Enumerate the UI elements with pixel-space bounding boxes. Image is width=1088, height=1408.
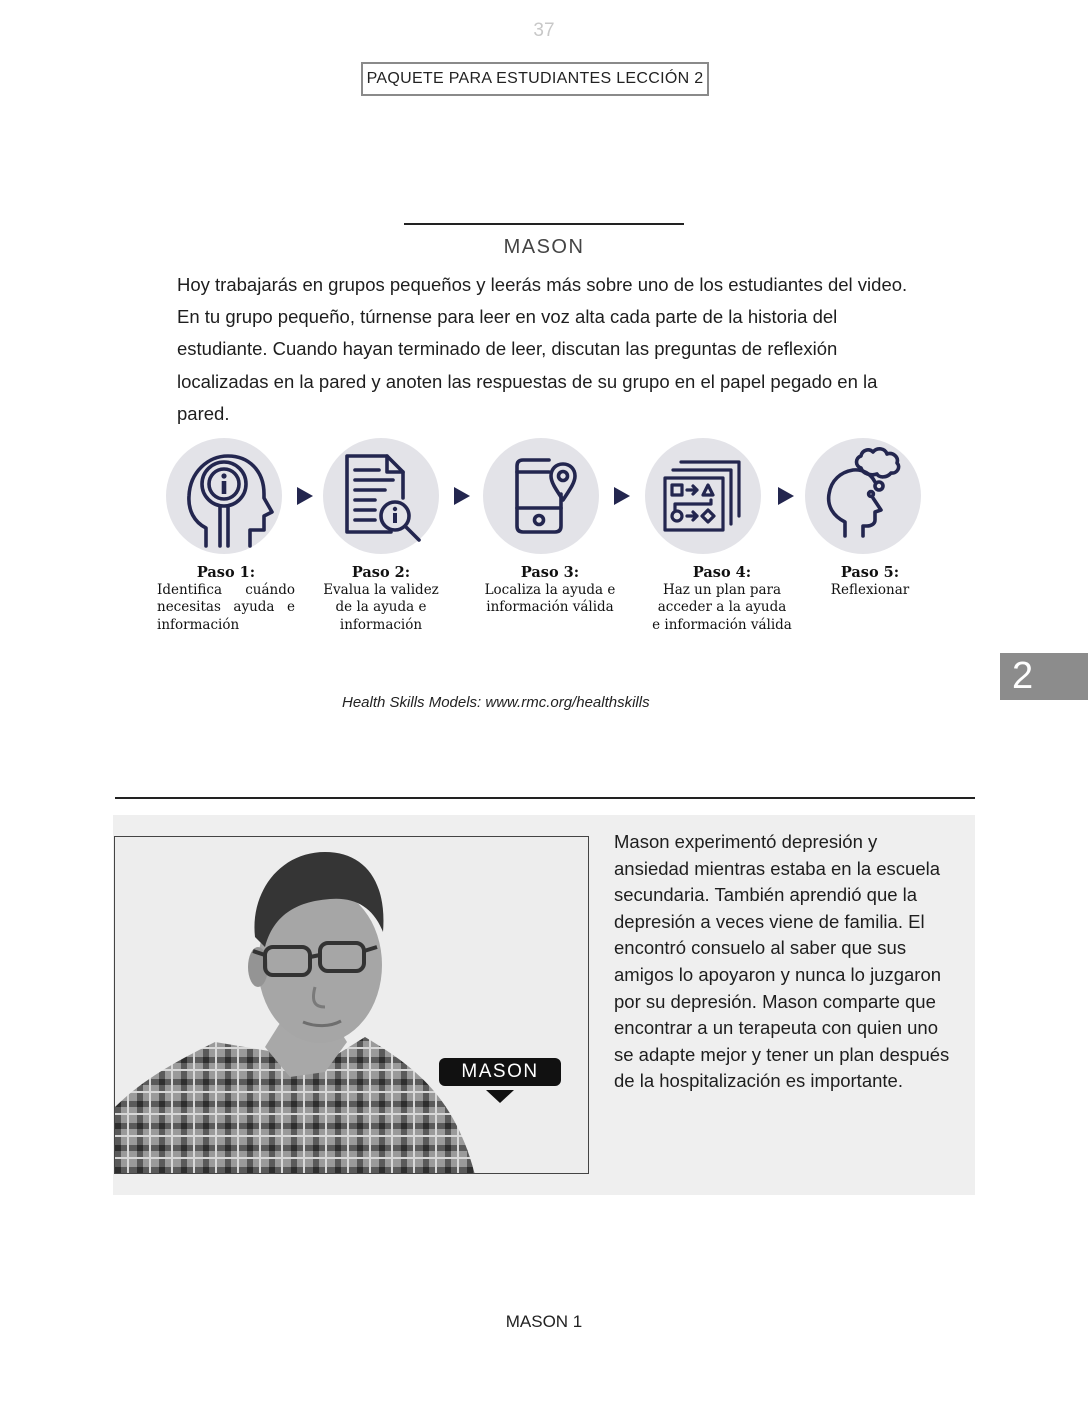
step-1-label	[157, 564, 295, 634]
student-photo	[114, 836, 589, 1174]
step-3-icon-circle	[483, 438, 599, 554]
step-1-number: Paso 1:	[196, 564, 256, 581]
head-thought-icon	[805, 438, 921, 554]
step-5-number: Paso 5:	[840, 564, 900, 581]
page-footer: MASON 1	[505, 1312, 583, 1331]
step-1-icon-circle	[166, 438, 282, 554]
step-4-description: Haz un plan para acceder a la ayuda e información válida	[652, 582, 792, 633]
step-5-icon-circle	[805, 438, 921, 554]
phone-location-icon	[483, 438, 599, 554]
title-divider	[404, 223, 684, 225]
step-3-description: Localiza la ayuda e información válida	[484, 582, 616, 616]
name-tag-pointer-icon	[486, 1090, 514, 1103]
step-4-icon-circle	[645, 438, 761, 554]
step-2-icon-circle	[323, 438, 439, 554]
story-divider	[115, 797, 975, 799]
step-2-number: Paso 2:	[351, 564, 411, 581]
plan-cards-icon	[645, 438, 761, 554]
lesson-label: PAQUETE PARA ESTUDIANTES LECCIÓN 2	[361, 62, 709, 96]
chapter-tab: 2	[1000, 653, 1088, 700]
step-2-label	[318, 564, 444, 634]
step-5-label	[818, 564, 922, 599]
intro-paragraph: Hoy trabajarás en grupos pequeños y leerás más sobre uno de los estudiantes del video. En tu grupo pequeño, túrnense para leer en voz alta cada parte de la historia del estudiante. Cuando hayan terminado de leer, discutan las preguntas de reflexión localizadas en la pared y anoten las respuestas de su grupo en el papel pegado en la pared.	[177, 274, 908, 424]
step-3-number: Paso 3:	[520, 564, 580, 581]
step-1-description: Identifica cuándo necesitas ayuda e información	[157, 582, 295, 633]
story-text: Mason experimentó depresión y ansiedad mientras estaba en la escuela secundaria. También aprendió que la depresión a veces viene de familia. El encontró consuelo al saber que sus amigos lo apoyaron y nunca lo juzgaron por su depresión. Mason comparte que encontrar a un terapeuta con quien uno se adapte mejor y tener un plan después de la hospitalización es importante.	[614, 831, 950, 1092]
step-5-description: Reflexionar	[830, 582, 910, 598]
source-caption: Health Skills Models: www.rmc.org/healthskills	[342, 694, 650, 711]
step-arrow-icon	[295, 485, 315, 507]
section-title: MASON	[503, 236, 585, 258]
step-arrow-icon	[776, 485, 796, 507]
page-number: 37	[533, 20, 555, 41]
document-search-icon	[323, 438, 439, 554]
step-4-number: Paso 4:	[692, 564, 752, 581]
student-name-tag: MASON	[439, 1058, 561, 1086]
step-4-label	[652, 564, 792, 634]
student-portrait-image	[115, 837, 589, 1174]
step-arrow-icon	[452, 485, 472, 507]
head-info-icon	[166, 438, 282, 554]
step-3-label	[484, 564, 616, 617]
step-arrow-icon	[612, 485, 632, 507]
step-2-description: Evalua la validez de la ayuda e información	[323, 582, 439, 633]
